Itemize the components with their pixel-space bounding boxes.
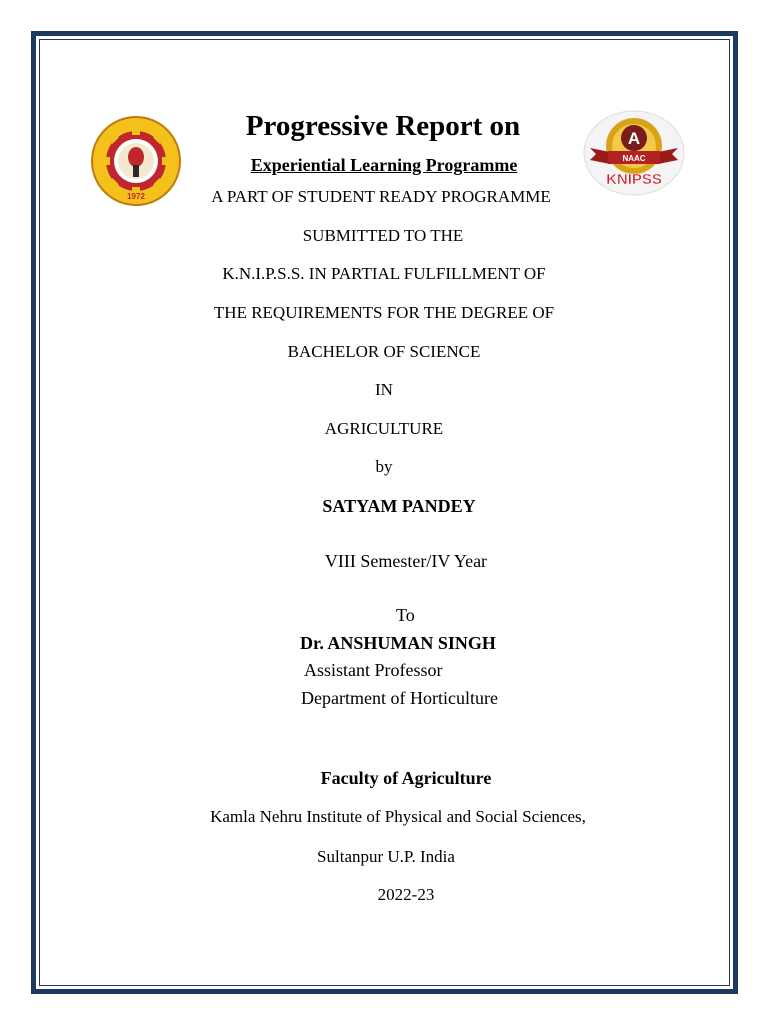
body-line: SUBMITTED TO THE (302, 226, 464, 245)
recipient-designation: Assistant Professor (304, 660, 443, 680)
institute-location: Sultanpur U.P. India (317, 847, 455, 866)
badge-knipss-text: KNIPSS (606, 171, 662, 188)
body-line: AGRICULTURE (324, 419, 444, 438)
body-line: BACHELOR OF SCIENCE (287, 342, 481, 361)
body-line: A PART OF STUDENT READY PROGRAMME (211, 187, 551, 206)
page-subtitle: Experiential Learning Programme (250, 155, 518, 175)
body-line: K.N.I.P.S.S. IN PARTIAL FULFILLMENT OF (222, 264, 546, 283)
student-name: SATYAM PANDEY (322, 496, 476, 516)
body-line: by (375, 457, 393, 476)
body-line: THE REQUIREMENTS FOR THE DEGREE OF (213, 303, 555, 322)
academic-year: 2022-23 (377, 885, 435, 904)
recipient-to: To (396, 605, 415, 625)
institute-name: Kamla Nehru Institute of Physical and Social Sciences, (210, 807, 586, 826)
badge-band-text: NAAC (622, 154, 646, 163)
faculty-name: Faculty of Agriculture (320, 768, 492, 788)
badge-letter: A (627, 129, 641, 148)
seal-year-text: 1972 (127, 192, 145, 201)
page-title: Progressive Report on (245, 110, 521, 142)
recipient-department: Department of Horticulture (301, 688, 498, 708)
student-semester: VIII Semester/IV Year (324, 551, 488, 571)
body-line: IN (375, 380, 393, 399)
recipient-name: Dr. ANSHUMAN SINGH (300, 633, 496, 653)
